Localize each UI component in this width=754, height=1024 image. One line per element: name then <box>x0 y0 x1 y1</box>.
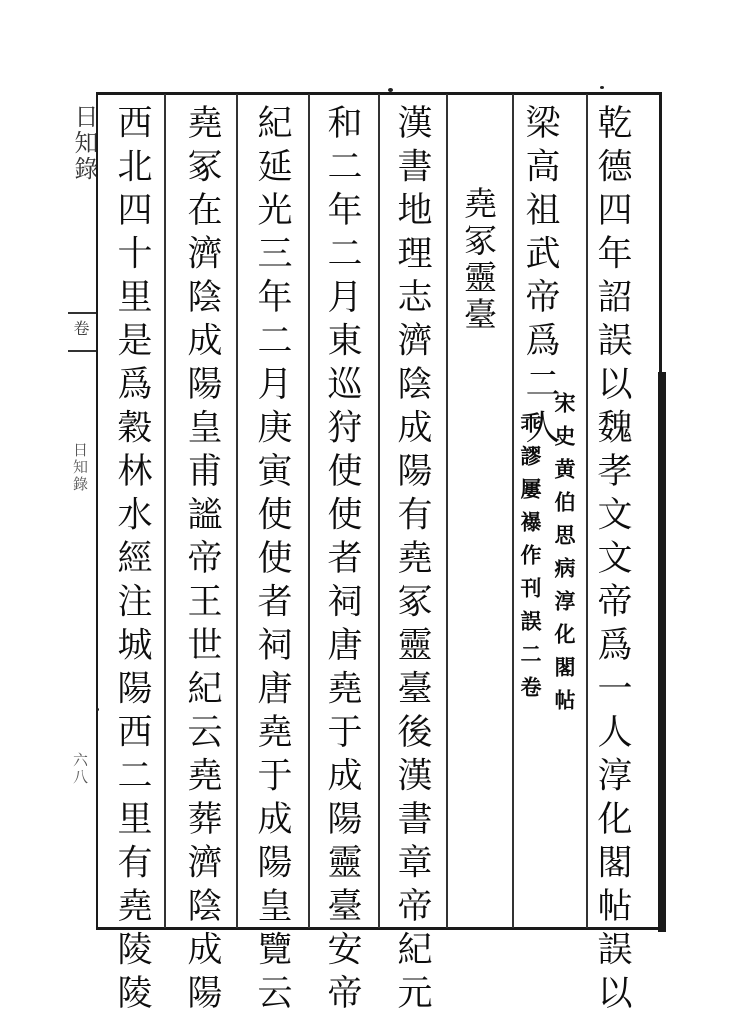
text-column-5: 和二年二月東巡狩使使者祠唐堯于成陽靈臺安帝 <box>322 104 362 1018</box>
column-rule <box>512 94 514 928</box>
gutter-volume: 卷 <box>71 320 90 336</box>
column-rule <box>236 94 238 928</box>
text-column-2: 梁高祖武帝爲二人 <box>520 104 560 452</box>
text-column-8: 西北四十里是爲穀林水經注城陽西二里有堯陵陵 <box>112 104 152 1018</box>
annotation-column-b: 乖謬屢襮作刊誤二卷 <box>518 412 543 709</box>
column-rule <box>164 94 166 928</box>
gutter-book-title: 日知錄 <box>70 104 98 182</box>
page-gutter <box>66 94 96 930</box>
annotation-column-a: 宋史黄伯思病淳化閣帖 <box>552 392 577 722</box>
column-rule <box>308 94 310 928</box>
section-title: 堯冢靈臺 <box>459 186 498 334</box>
text-column-1: 乾德四年詔誤以魏孝文文帝爲一人淳化閣帖誤以 <box>592 104 632 1018</box>
scan-speck <box>96 708 99 711</box>
scan-speck <box>388 88 393 92</box>
page-frame-right-edge <box>658 372 666 932</box>
gutter-book-name: 日知錄 <box>71 442 89 493</box>
text-column-4: 漢書地理志濟陰成陽有堯冢靈臺後漢書章帝紀元 <box>392 104 432 1018</box>
scan-speck <box>600 86 604 89</box>
column-rule <box>586 94 588 928</box>
column-rule <box>446 94 448 928</box>
column-rule <box>378 94 380 928</box>
gutter-page-number: 六八 <box>71 752 89 786</box>
text-column-6: 紀延光三年二月庚寅使使者祠唐堯于成陽皇覽云 <box>252 104 292 1018</box>
text-column-7: 堯冢在濟陰成陽皇甫謐帝王世紀云堯葬濟陰成陽 <box>182 104 222 1018</box>
